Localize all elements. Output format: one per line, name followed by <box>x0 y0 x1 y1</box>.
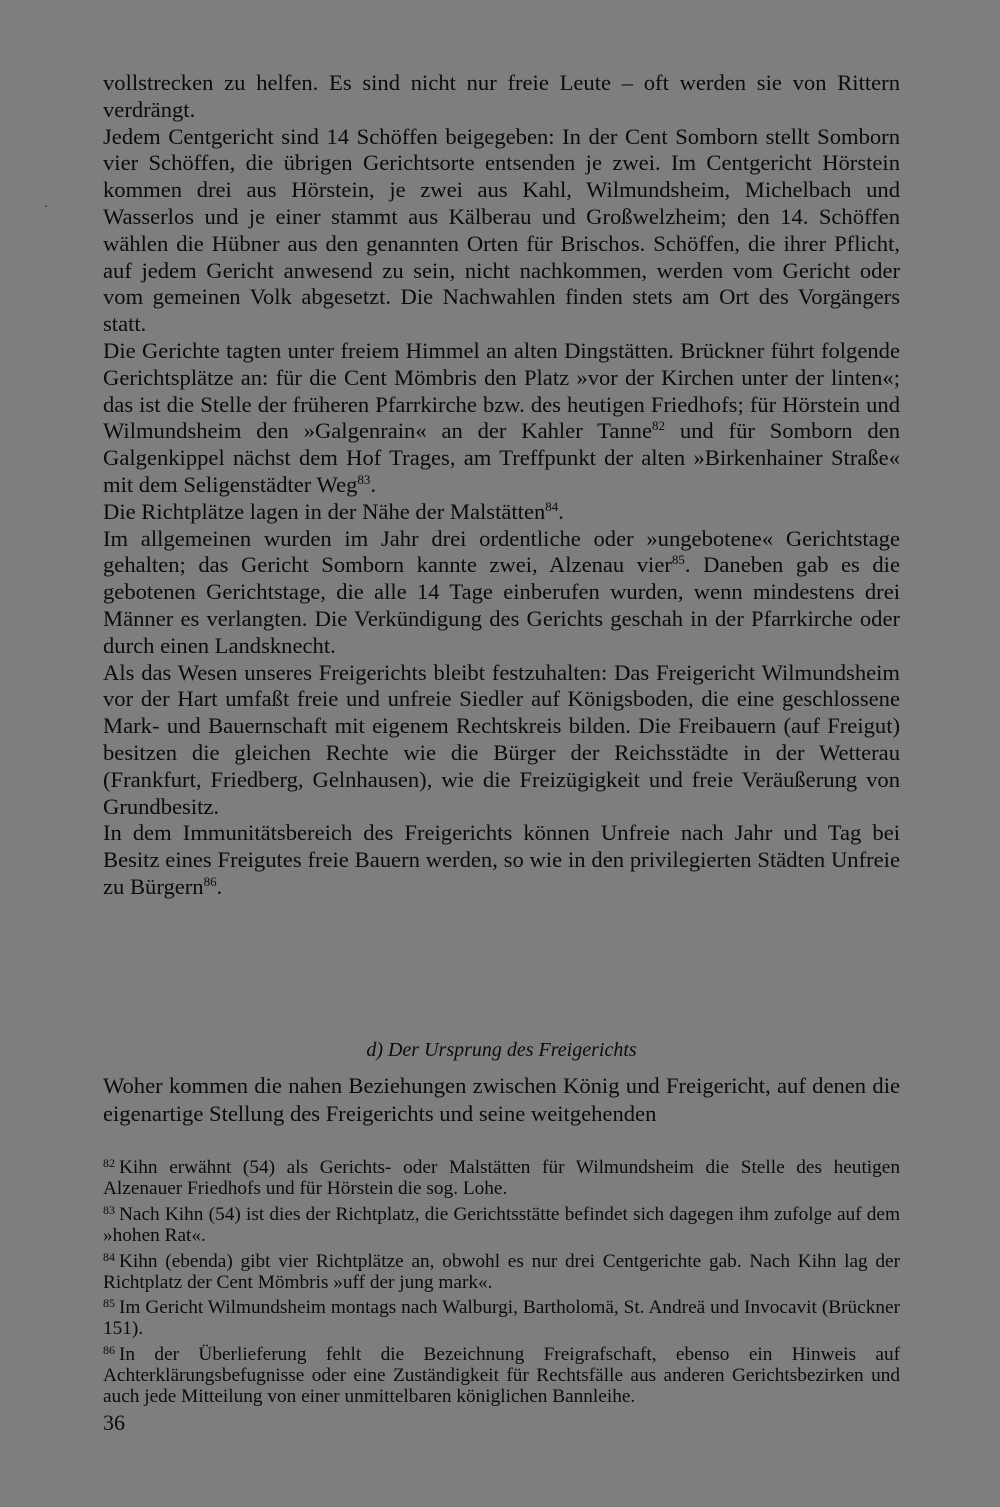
footnote-number: 84 <box>103 1249 115 1264</box>
paragraph: Woher kommen die nahen Beziehungen zwischen König und Freigericht, auf denen die eigenartige Stellung des Freigerichts und seine weitgehenden <box>103 1073 900 1126</box>
paragraph-text: Im allgemeinen wurden im Jahr drei ordentliche oder »ungebotene« Gerichtstage gehalten; das Gericht Somborn kannte zwei, Alzenau vier <box>103 525 900 578</box>
paragraph-text: Die Gerichte tagten unter freiem Himmel an alten Dingstätten. Brückner führt folgende Gerichtsplätze an: für die Cent Mömbris den Platz »vor der Kirchen unter der linten«; das ist die Stelle der früheren Pfarrkirche bzw. des heutigen Friedhofs; für Hörstein und Wilmundsheim den »Galgenrain« an der Kahler Tanne <box>103 337 900 444</box>
section-text <box>103 1072 900 1128</box>
paragraph: vollstrecken zu helfen. Es sind nicht nur freie Leute – oft werden sie von Rittern verdrängt. <box>103 70 900 122</box>
footnote-number: 85 <box>103 1296 115 1311</box>
paragraph-text: . <box>370 471 377 497</box>
paragraph-text: . Daneben gab es die gebotenen Gerichtstage, die alle 14 Tage einberufen wurden, wenn mindestens drei Männer es verlangten. Die Verkündigung des Gerichts geschah in der Pfarrkirche oder durch einen Landsknecht. <box>103 552 900 658</box>
footnote <box>103 1153 900 1200</box>
footnote-ref[interactable]: 82 <box>652 418 666 434</box>
section-heading: d) Der Ursprung des Freigerichts <box>366 1039 637 1061</box>
paragraph <box>103 820 900 900</box>
footnote-ref[interactable]: 83 <box>357 471 371 487</box>
footnote-text: Kihn (ebenda) gibt vier Richtplätze an, obwohl es nur drei Centgerichte gab. Nach Kihn lag der Richtplatz der Cent Mömbris »uff der jung mark«. <box>103 1250 900 1293</box>
footnote <box>103 1293 900 1340</box>
footnote-text: Im Gericht Wilmundsheim montags nach Walburgi, Bartholomä, St. Andreä und Invocavit (Brückner 151). <box>103 1297 900 1340</box>
footnote-text: In der Überlieferung fehlt die Bezeichnung Freigrafschaft, ebenso ein Hinweis auf Achterklärungsbefugnisse oder eine Zuständigkeit für Rechtsfälle aus anderen Gerichtsbezirken und auch jede Mitteilung von einer unmittelbaren königlichen Bannleihe. <box>103 1344 900 1408</box>
footnote-ref[interactable]: 84 <box>545 498 559 514</box>
footnote-number: 82 <box>103 1156 115 1170</box>
paragraph-text: Die Richtplätze lagen in der Nähe der Malstätten <box>103 498 546 524</box>
footnote-text: Nach Kihn (54) ist dies der Richtplatz, die Gerichtsstätte befindet sich dagegen ihm zufolge auf dem »hohen Rat«. <box>103 1203 900 1246</box>
footnote-number: 86 <box>103 1343 115 1358</box>
footnotes <box>103 1153 900 1408</box>
margin-mark: · <box>44 199 48 213</box>
footnote-ref[interactable]: 86 <box>203 873 217 889</box>
paragraph-text: . <box>558 498 564 524</box>
footnote <box>103 1200 900 1247</box>
paragraph <box>103 526 900 660</box>
footnote-number: 83 <box>103 1202 115 1217</box>
paragraph-text: In dem Immunitätsbereich des Freigerichts können Unfreie nach Jahr und Tag bei Besitz eines Freigutes freie Bauern werden, so wie in den privilegierten Städten Unfreie zu Bürgern <box>103 820 900 899</box>
page-number: 36 <box>103 1410 125 1435</box>
paragraph-text: . <box>216 873 223 899</box>
paragraph <box>103 338 900 499</box>
footnote-ref[interactable]: 85 <box>671 552 685 568</box>
footnote-text: Kihn erwähnt (54) als Gerichts- oder Malstätten für Wilmundsheim die Stelle des heutigen Alzenauer Friedhofs und für Hörstein die sog. Lohe. <box>103 1157 900 1199</box>
body-text <box>103 70 900 901</box>
footnote <box>103 1340 900 1408</box>
footnote <box>103 1247 900 1294</box>
paragraph-text: und für Somborn den Galgenkippel nächst dem Hof Trages, am Treffpunkt der alten »Birkenhainer Straße« mit dem Seligenstädter Weg <box>103 418 900 497</box>
paragraph <box>103 499 900 526</box>
paragraph: Jedem Centgericht sind 14 Schöffen beigegeben: In der Cent Somborn stellt Somborn vier Schöffen, die übrigen Gerichtsorte entsenden je zwei. Im Centgericht Hörstein kommen drei aus Hörstein, je zwei aus Kahl, Wilmundsheim, Michelbach und Wasserlos und je einer stammt aus Kälberau und Großwelzheim; den 14. Schöffen wählen die Hübner aus den genannten Orten für Brischos. Schöffen, die ihrer Pflicht, auf jedem Gericht anwesend zu sein, nicht nachkommen, werden vom Gericht oder vom gemeinen Volk abgesetzt. Die Nachwahlen finden stets am Ort des Vorgängers statt. <box>103 123 900 337</box>
paragraph: Als das Wesen unseres Freigerichts bleibt festzuhalten: Das Freigericht Wilmundsheim vor der Hart umfaßt freie und unfreie Siedler auf Königsboden, die eine geschlossene Mark- und Bauernschaft mit eigenem Rechtskreis bilden. Die Freibauern (auf Freigut) besitzen die gleichen Rechte wie die Bürger der Reichsstädte in der Wetterau (Frankfurt, Friedberg, Gelnhausen), wie die Freizügigkeit und freie Veräußerung von Grundbesitz. <box>103 659 900 819</box>
